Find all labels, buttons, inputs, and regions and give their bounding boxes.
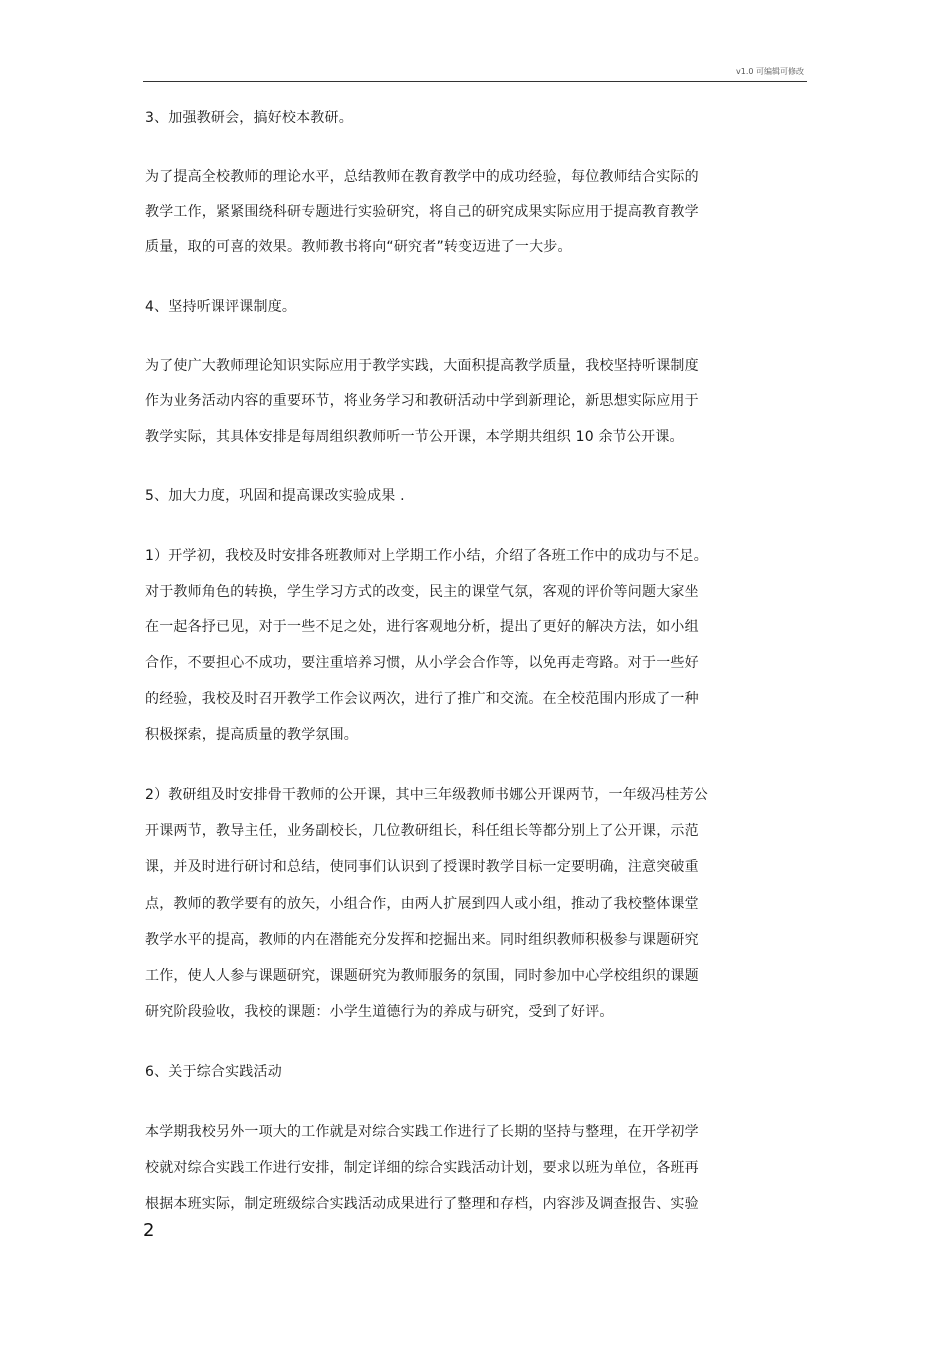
text-line: 根据本班实际，制定班级综合实践活动成果进行了整理和存档，内容涉及调查报告、实验	[145, 1196, 699, 1212]
text-line: 在一起各抒已见，对于一些不足之处，进行客观地分析，提出了更好的解决方法，如小组	[145, 619, 699, 635]
text-line: 教学工作，紧紧围绕科研专题进行实验研究，将自己的研究成果实际应用于提高教育教学	[145, 204, 699, 220]
text-line: 教学水平的提高，教师的内在潜能充分发挥和挖掘出来。同时组织教师积极参与课题研究	[145, 932, 699, 948]
text-line: 点，教师的教学要有的放矢，小组合作，由两人扩展到四人或小组，推动了我校整体课堂	[145, 896, 699, 912]
text-line: 为了使广大教师理论知识实际应用于教学实践，大面积提高教学质量，我校坚持听课制度	[145, 358, 699, 374]
text-line: 3、加强教研会，搞好校本教研。	[145, 110, 353, 126]
header-rule	[143, 81, 807, 82]
text-line: 的经验，我校及时召开教学工作会议两次，进行了推广和交流。在全校范围内形成了一种	[145, 691, 699, 707]
text-line: 合作，不要担心不成功，要注重培养习惯，从小学会合作等，以免再走弯路。对于一些好	[145, 655, 699, 671]
text-line: 5、加大力度，巩固和提高课改实验成果 .	[145, 488, 405, 504]
page-number: 2	[143, 1220, 155, 1241]
text-line: 工作，使人人参与课题研究，课题研究为教师服务的氛围，同时参加中心学校组织的课题	[145, 968, 699, 984]
text-line: 6、关于综合实践活动	[145, 1064, 282, 1080]
text-line: 研究阶段验收，我校的课题：小学生道德行为的养成与研究，受到了好评。	[145, 1004, 614, 1020]
text-line: 积极探索，提高质量的教学氛围。	[145, 727, 358, 743]
text-line: 质量，取的可喜的效果。教师教书将向“研究者”转变迈进了一大步。	[145, 239, 572, 255]
text-line: 课，并及时进行研讨和总结，使同事们认识到了授课时教学目标一定要明确，注意突破重	[145, 859, 699, 875]
text-line: 2）教研组及时安排骨干教师的公开课，其中三年级教师书娜公开课两节，一年级冯桂芳公	[145, 787, 708, 803]
text-line: 作为业务活动内容的重要环节，将业务学习和教研活动中学到新理论，新思想实际应用于	[145, 393, 699, 409]
text-line: 为了提高全校教师的理论水平，总结教师在教育教学中的成功经验，每位教师结合实际的	[145, 169, 699, 185]
text-line: 4、坚持听课评课制度。	[145, 299, 297, 315]
header-version-note: v1.0 可编辑可修改	[736, 67, 804, 76]
text-line: 本学期我校另外一项大的工作就是对综合实践工作进行了长期的坚持与整理，在开学初学	[145, 1124, 699, 1140]
text-line: 对于教师角色的转换，学生学习方式的改变，民主的课堂气氛，客观的评价等问题大家坐	[145, 584, 699, 600]
text-line: 开课两节，教导主任，业务副校长，几位教研组长，科任组长等都分别上了公开课，示范	[145, 823, 699, 839]
text-line: 1）开学初，我校及时安排各班教师对上学期工作小结，介绍了各班工作中的成功与不足。	[145, 548, 708, 564]
text-line: 校就对综合实践工作进行安排，制定详细的综合实践活动计划，要求以班为单位，各班再	[145, 1160, 699, 1176]
text-line: 教学实际，其具体安排是每周组织教师听一节公开课，本学期共组织 10 余节公开课。	[145, 429, 684, 445]
